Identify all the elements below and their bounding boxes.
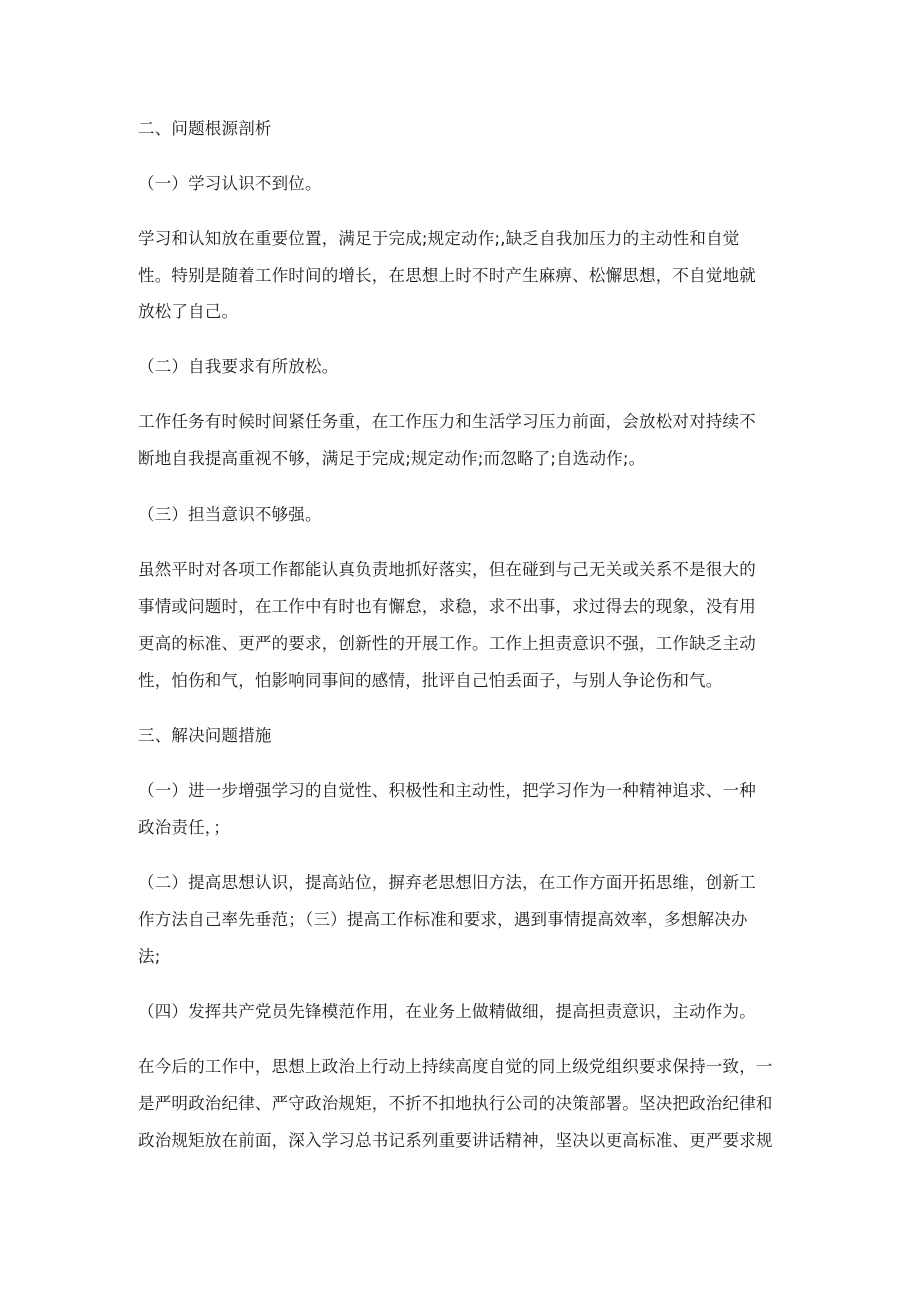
paragraph-line: 放松了自己。 — [138, 302, 239, 321]
paragraph-line: 性，怕伤和气，怕影响同事间的感情，批评自己怕丢面子，与别人争论伤和气。 — [138, 671, 723, 690]
item-heading-self-requirement: （二）自我要求有所放松。 — [138, 357, 339, 376]
measure-line: （一）进一步增强学习的自觉性、积极性和主动性，把学习作为一种精神追求、一种 — [138, 781, 756, 800]
item-heading-learning: （一）学习认识不到位。 — [138, 174, 322, 193]
paragraph-line: 断地自我提高重视不够，满足于完成;规定动作;而忽略了;自选动作;。 — [138, 449, 646, 468]
paragraph-line: 在今后的工作中，思想上政治上行动上持续高度自觉的同上级党组织要求保持一致，一 — [138, 1057, 773, 1076]
paragraph-line: 学习和认知放在重要位置，满足于完成;规定动作;,缺乏自我加压力的主动性和自觉 — [138, 229, 740, 248]
section-heading-problem-causes: 二、问题根源剖析 — [138, 119, 272, 138]
paragraph-line: 性。特别是随着工作时间的增长，在思想上时不时产生麻痹、松懈思想，不自觉地就 — [138, 266, 756, 285]
measure-line: （四）发挥共产党员先锋模范作用，在业务上做精做细，提高担责意识，主动作为。 — [138, 1002, 756, 1021]
paragraph-line: 更高的标准、更严的要求，创新性的开展工作。工作上担责意识不强，工作缺乏主动 — [138, 634, 756, 653]
paragraph-line: 政治规矩放在前面，深入学习总书记系列重要讲话精神，坚决以更高标准、更严要求规 — [138, 1131, 773, 1150]
item-heading-responsibility: （三）担当意识不够强。 — [138, 505, 322, 524]
measure-line: 作方法自己率先垂范；（三）提高工作标准和要求，遇到事情提高效率，多想解决办 — [138, 910, 748, 929]
measure-line: 法; — [138, 947, 161, 966]
paragraph-line: 工作任务有时候时间紧任务重，在工作压力和生活学习压力前面，会放松对对持续不 — [138, 412, 756, 431]
paragraph-line: 事情或问题时，在工作中有时也有懈怠，求稳，求不出事，求过得去的现象，没有用 — [138, 597, 756, 616]
paragraph-line: 虽然平时对各项工作都能认真负责地抓好落实，但在碰到与己无关或关系不是很大的 — [138, 560, 756, 579]
section-heading-solutions: 三、解决问题措施 — [138, 726, 272, 745]
paragraph-line: 是严明政治纪律、严守政治规矩，不折不扣地执行公司的决策部署。坚决把政治纪律和 — [138, 1094, 773, 1113]
measure-line: 政治责任，； — [138, 818, 230, 837]
measure-line: （二）提高思想认识，提高站位，摒弃老思想旧方法，在工作方面开拓思维，创新工 — [138, 873, 756, 892]
